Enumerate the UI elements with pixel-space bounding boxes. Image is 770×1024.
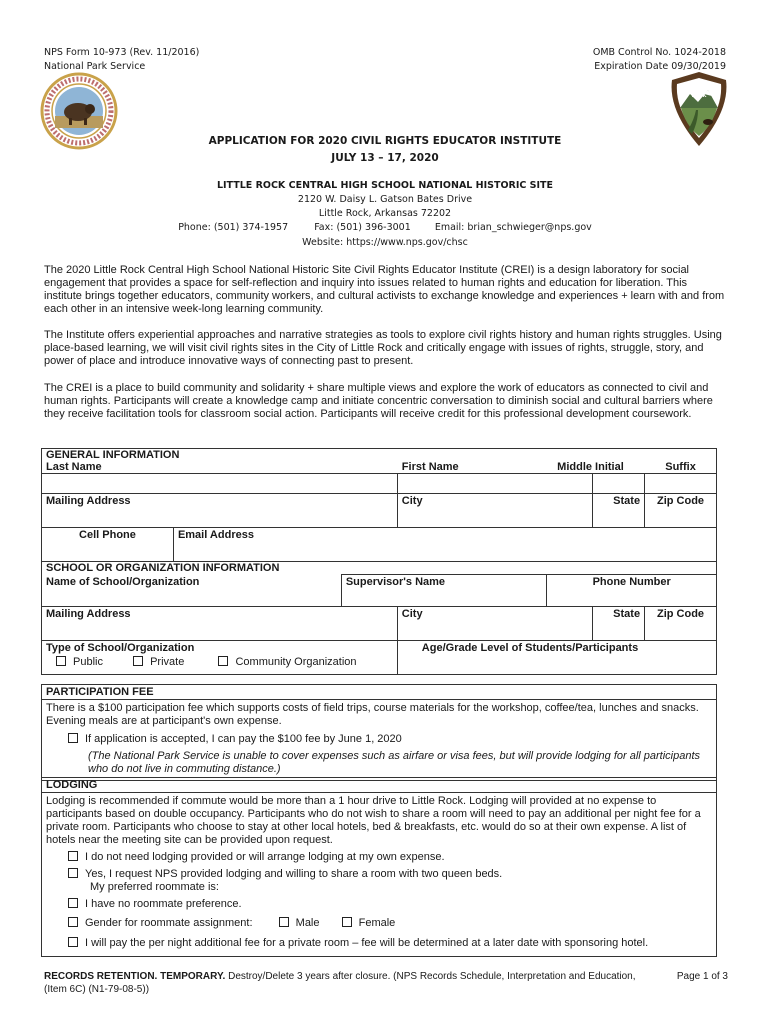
cell-phone-field[interactable]: Cell Phone [42, 528, 174, 562]
svg-text:PARK: PARK [691, 93, 707, 99]
site-name: LITTLE ROCK CENTRAL HIGH SCHOOL NATIONAL HISTORIC SITE [216, 180, 554, 191]
retention-heading: RECORDS RETENTION. TEMPORARY. [44, 971, 226, 982]
private-room-checkbox[interactable] [68, 937, 78, 947]
participation-fee-text: There is a $100 participation fee which supports costs of field trips, course materials for the workshop, coffee/tea, lunches and snacks. Evening meals are at participant's own expense. [46, 702, 699, 727]
no-roommate-preference-checkbox[interactable] [68, 898, 78, 908]
male-checkbox[interactable] [279, 917, 289, 927]
suffix-field[interactable]: Suffix [645, 474, 717, 494]
no-lodging-checkbox[interactable] [68, 851, 78, 861]
svg-text:NATIONAL: NATIONAL [684, 86, 714, 92]
school-zip-field[interactable]: Zip Code [645, 607, 717, 641]
institute-dates: JULY 13 – 17, 2020 [331, 152, 439, 164]
middle-initial-field[interactable]: Middle Initial [593, 474, 645, 494]
state-field[interactable]: State [593, 494, 645, 528]
shared-lodging-label: Yes, I request NPS provided lodging and willing to share a room with two queen beds. [85, 868, 503, 880]
page-number: Page 1 of 3 [676, 971, 728, 982]
private-room-label: I will pay the per night additional fee for a private room – fee will be determined at a later date with sponsoring hotel. [85, 937, 649, 949]
mailing-address-field[interactable]: Mailing Address [42, 494, 398, 528]
lodging-section [41, 777, 717, 957]
intro-paragraph-1: The 2020 Little Rock Central High School National Historic Site Civil Rights Educator Institute (CREI) is a design laboratory for social engagement that provides a space for self-reflection and inquiry into issues related to human rights and education for liberation. This institute brings together educators, community workers, and cultural activists to exchange knowledge and experiences + learn with and from each other in an intensive week-long learning community. [44, 264, 725, 315]
supervisor-name-field[interactable]: Supervisor's Name [341, 575, 547, 607]
application-title: APPLICATION FOR 2020 CIVIL RIGHTS EDUCATOR INSTITUTE [208, 135, 562, 147]
school-phone-field[interactable]: Phone Number [547, 575, 717, 607]
school-type-field: Type of School/Organization Public Private Community Organization [42, 641, 398, 675]
school-name-field[interactable]: Name of School/Organization [42, 575, 342, 607]
roommate-gender-label: Gender for roommate assignment: [85, 917, 253, 929]
age-grade-level-field[interactable]: Age/Grade Level of Students/Participants [397, 641, 716, 675]
site-phone: Phone: (501) 374-1957 [178, 222, 289, 233]
school-information-heading: SCHOOL OR ORGANIZATION INFORMATION [42, 562, 717, 575]
female-checkbox[interactable] [342, 917, 352, 927]
agency-name: National Park Service [44, 61, 146, 72]
application-form-table [41, 448, 717, 675]
community-organization-label: Community Organization [235, 656, 357, 668]
private-checkbox[interactable] [133, 656, 143, 666]
female-label: Female [358, 917, 396, 929]
school-city-field[interactable]: City [397, 607, 592, 641]
shared-lodging-checkbox[interactable] [68, 868, 78, 878]
school-mailing-address-field[interactable]: Mailing Address [42, 607, 398, 641]
community-organization-checkbox[interactable] [218, 656, 228, 666]
roommate-gender-checkbox[interactable] [68, 917, 78, 927]
site-street: 2120 W. Daisy L. Gatson Bates Drive [297, 194, 473, 205]
no-roommate-preference-label: I have no roommate preference. [85, 898, 242, 910]
retention-item: (Item 6C) (N1-79-08-5)) [44, 984, 150, 995]
omb-number: OMB Control No. 1024-2018 [592, 47, 726, 58]
participation-fee-section [41, 684, 717, 781]
private-label: Private [150, 656, 185, 668]
lodging-heading: LODGING [42, 778, 716, 793]
records-retention-footer [44, 970, 728, 996]
school-state-field[interactable]: State [593, 607, 645, 641]
intro-paragraph-3: The CREI is a place to build community and solidarity + share multiple views and explore the work of educators as connected to civil and human rights. Participants will create a knowledge camp and initiate concentric conversation to diminish social and cultural barriers where they receive facilitation tools for classroom social action. Participants will receive credit for this professional development coursework. [44, 382, 713, 420]
intro-paragraph-2: The Institute offers experiential approaches and narrative strategies as tools to explore civil rights history and human rights struggles. Using place-based learning, we will visit civil rights sites in the City of Little Rock and critically engage with issues of rights, struggle, story, and power of place and introduce innovative ways of connecting past to present. [44, 329, 722, 367]
male-label: Male [295, 917, 320, 929]
participation-fee-heading: PARTICIPATION FEE [42, 685, 716, 700]
expiration-date: Expiration Date 09/30/2019 [594, 61, 726, 72]
site-city: Little Rock, Arkansas 72202 [318, 208, 452, 219]
retention-text: Destroy/Delete 3 years after closure. (NPS Records Schedule, Interpretation and Education, [228, 971, 636, 982]
fee-note: (The National Park Service is unable to cover expenses such as airfare or visa fees, but will provide lodging for all participants who do not live in commuting distance.) [88, 750, 701, 775]
site-fax: Fax: (501) 396-3001 [314, 222, 411, 233]
public-label: Public [73, 656, 103, 668]
site-contact-line [0, 221, 770, 236]
last-name-label: Last Name [46, 461, 102, 473]
no-lodging-label: I do not need lodging provided or will arrange lodging at my own expense. [85, 851, 445, 863]
general-information-heading: GENERAL INFORMATION Last Name [42, 449, 717, 474]
public-checkbox[interactable] [56, 656, 66, 666]
city-field[interactable]: City [397, 494, 592, 528]
first-name-field[interactable]: First Name [397, 474, 592, 494]
site-website[interactable]: Website: https://www.nps.gov/chsc [302, 237, 468, 248]
last-name-field[interactable] [42, 474, 398, 494]
email-address-field[interactable]: Email Address [173, 528, 716, 562]
form-header-left [44, 46, 199, 74]
fee-agreement-label: If application is accepted, I can pay the $100 fee by June 1, 2020 [85, 733, 402, 745]
lodging-text: Lodging is recommended if commute would be more than a 1 hour drive to Little Rock. Lodging will provided at no expense to participants based on double occupancy. Participants who do not wish to share a room will need to pay an additional per night fee for a private room. Participants who choose to stay at other local hotels, bed & breakfasts, etc. would do so at their own expense. A list of hotels near the meeting site can be provided upon request. [46, 795, 701, 846]
site-email[interactable]: Email: brian_schwieger@nps.gov [434, 222, 592, 233]
preferred-roommate-label: My preferred roommate is: [90, 881, 219, 893]
form-number: NPS Form 10-973 (Rev. 11/2016) [44, 47, 200, 58]
zip-code-field[interactable]: Zip Code [645, 494, 717, 528]
fee-agreement-checkbox[interactable] [68, 733, 78, 743]
